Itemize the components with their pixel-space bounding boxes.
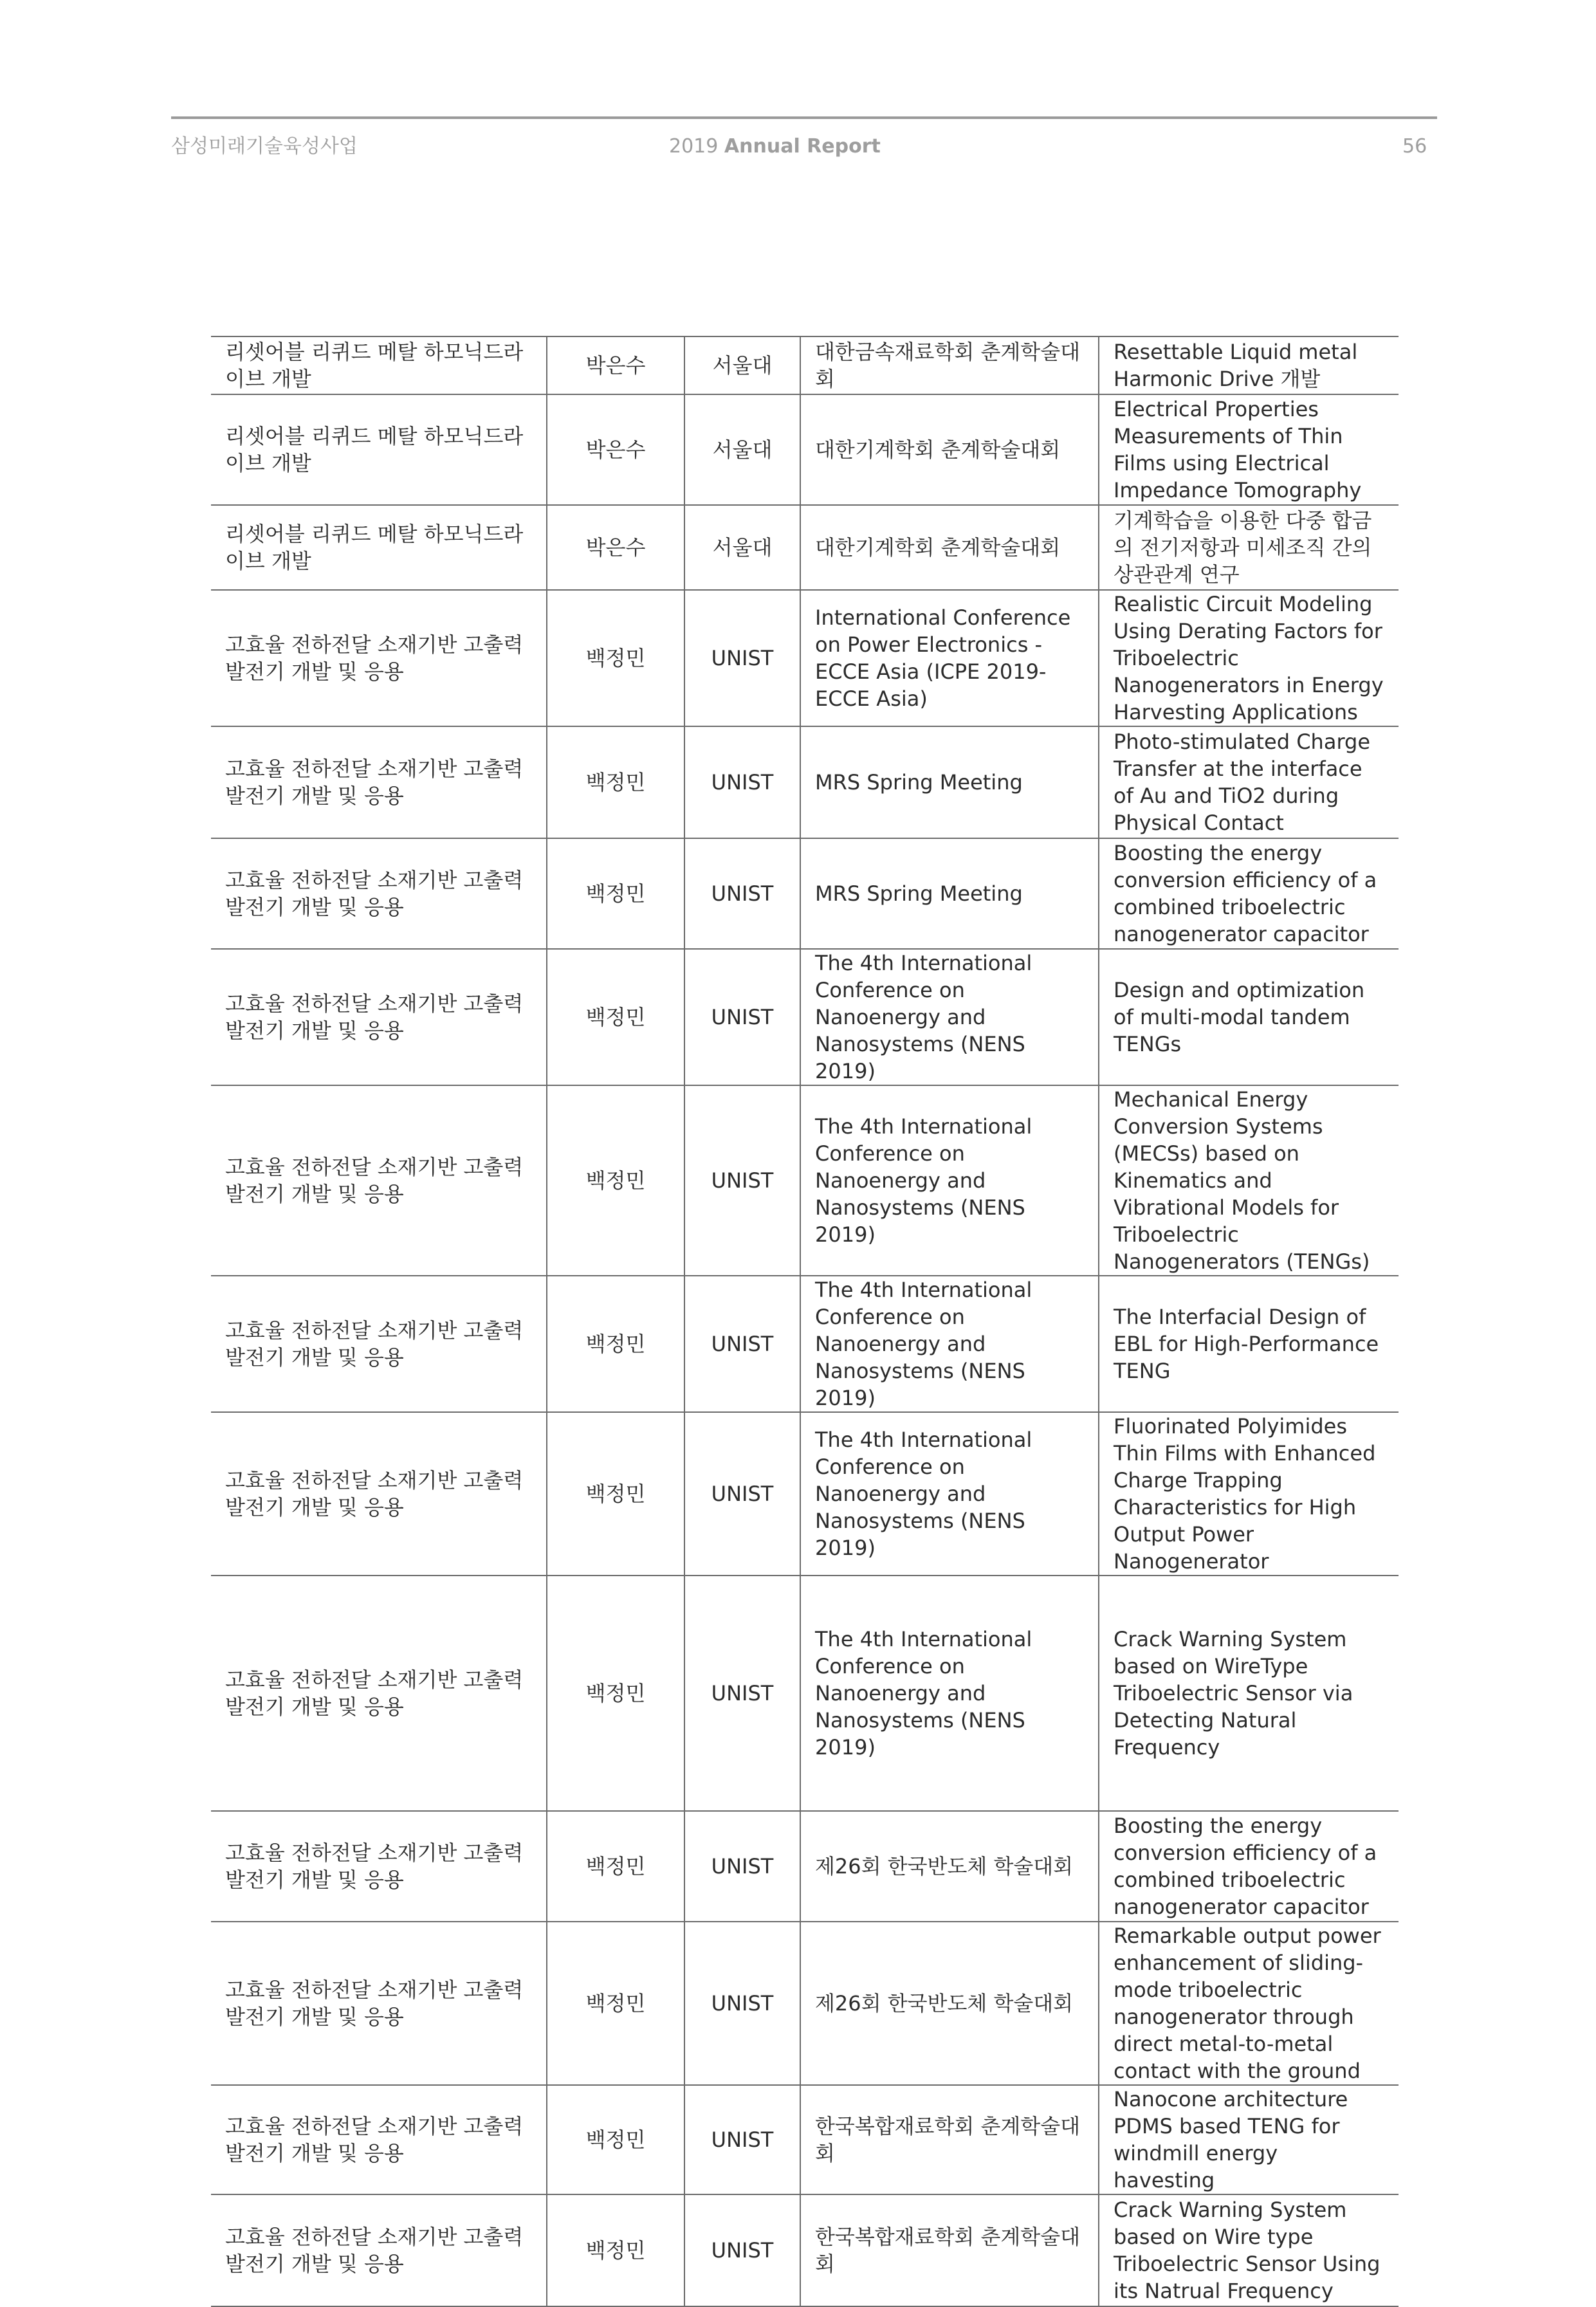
conference-cell: The 4th International Conference on Nanoenergy and Nanosystems (NENS 2019) [800, 1085, 1099, 1276]
researcher-cell: 백정민 [547, 1576, 684, 1811]
project-cell: 고효율 전하전달 소재기반 고출력 발전기 개발 및 응용 [211, 838, 547, 949]
conference-cell: MRS Spring Meeting [800, 838, 1099, 949]
researcher-cell: 백정민 [547, 838, 684, 949]
paper-title-cell: Boosting the energy conversion efficiency of a combined triboelectric nanogenerator capacitor [1099, 1811, 1399, 1922]
report-year: 2019 [669, 135, 719, 158]
paper-title-cell: Photo-stimulated Charge Transfer at the interface of Au and TiO2 during Physical Contact [1099, 726, 1399, 838]
table-row [211, 336, 1399, 394]
program-name: 삼성미래기술육성사업 [171, 135, 358, 158]
researcher-cell: 백정민 [547, 2194, 684, 2306]
conference-cell: The 4th International Conference on Nanoenergy and Nanosystems (NENS 2019) [800, 1412, 1099, 1576]
project-cell: 리셋어블 리퀴드 메탈 하모닉드라이브 개발 [211, 394, 547, 505]
report-title [669, 134, 881, 160]
project-cell: 고효율 전하전달 소재기반 고출력 발전기 개발 및 응용 [211, 1576, 547, 1811]
researcher-cell: 백정민 [547, 1922, 684, 2085]
conference-cell: The 4th International Conference on Nanoenergy and Nanosystems (NENS 2019) [800, 949, 1099, 1085]
table-body [211, 336, 1399, 2306]
conference-cell: 대한기계학회 춘계학술대회 [800, 505, 1099, 590]
table-row [211, 838, 1399, 949]
paper-title-cell: Realistic Circuit Modeling Using Derating Factors for Triboelectric Nanogenerators in Energy Harvesting Applications [1099, 590, 1399, 726]
researcher-cell: 박은수 [547, 336, 684, 394]
table-row [211, 949, 1399, 1085]
institution-cell: UNIST [684, 1922, 800, 2085]
project-cell: 고효율 전하전달 소재기반 고출력 발전기 개발 및 응용 [211, 726, 547, 838]
institution-cell: UNIST [684, 838, 800, 949]
researcher-cell: 백정민 [547, 1085, 684, 1276]
researcher-cell: 박은수 [547, 505, 684, 590]
table-row [211, 1576, 1399, 1811]
institution-cell: UNIST [684, 1412, 800, 1576]
page-number: 56 [1402, 135, 1427, 158]
institution-cell: 서울대 [684, 505, 800, 590]
paper-title-cell: Nanocone architecture PDMS based TENG for windmill energy havesting [1099, 2085, 1399, 2194]
paper-title-cell: 기계학습을 이용한 다중 합금의 전기저항과 미세조직 간의 상관관계 연구 [1099, 505, 1399, 590]
researcher-cell: 백정민 [547, 1412, 684, 1576]
institution-cell: UNIST [684, 949, 800, 1085]
paper-title-cell: Boosting the energy conversion efficiency of a combined triboelectric nanogenerator capacitor [1099, 838, 1399, 949]
table-row [211, 2194, 1399, 2306]
institution-cell: UNIST [684, 1276, 800, 1412]
project-cell: 고효율 전하전달 소재기반 고출력 발전기 개발 및 응용 [211, 1412, 547, 1576]
paper-title-cell: Resettable Liquid metal Harmonic Drive 개발 [1099, 336, 1399, 394]
project-cell: 고효율 전하전달 소재기반 고출력 발전기 개발 및 응용 [211, 1811, 547, 1922]
paper-title-cell: Crack Warning System based on Wire type Triboelectric Sensor Using its Natrual Frequency [1099, 2194, 1399, 2306]
paper-title-cell: Design and optimization of multi-modal tandem TENGs [1099, 949, 1399, 1085]
institution-cell: UNIST [684, 726, 800, 838]
conference-cell: MRS Spring Meeting [800, 726, 1099, 838]
institution-cell: UNIST [684, 590, 800, 726]
paper-title-cell: Remarkable output power enhancement of sliding-mode triboelectric nanogenerator through direct metal-to-metal contact with the ground [1099, 1922, 1399, 2085]
project-cell: 고효율 전하전달 소재기반 고출력 발전기 개발 및 응용 [211, 1276, 547, 1412]
conference-cell: 대한기계학회 춘계학술대회 [800, 394, 1099, 505]
project-cell: 고효율 전하전달 소재기반 고출력 발전기 개발 및 응용 [211, 2194, 547, 2306]
researcher-cell: 박은수 [547, 394, 684, 505]
table-row [211, 1276, 1399, 1412]
table-row [211, 1412, 1399, 1576]
conference-cell: 제26회 한국반도체 학술대회 [800, 1811, 1099, 1922]
institution-cell: UNIST [684, 2085, 800, 2194]
paper-title-cell: The Interfacial Design of EBL for High-Performance TENG [1099, 1276, 1399, 1412]
table-row [211, 2085, 1399, 2194]
table-row [211, 590, 1399, 726]
conference-presentations-table [211, 336, 1399, 2307]
institution-cell: UNIST [684, 2194, 800, 2306]
project-cell: 고효율 전하전달 소재기반 고출력 발전기 개발 및 응용 [211, 1922, 547, 2085]
paper-title-cell: Mechanical Energy Conversion Systems (MECSs) based on Kinematics and Vibrational Models for Triboelectric Nanogenerators (TENGs) [1099, 1085, 1399, 1276]
table-row [211, 394, 1399, 505]
project-cell: 리셋어블 리퀴드 메탈 하모닉드라이브 개발 [211, 336, 547, 394]
researcher-cell: 백정민 [547, 1276, 684, 1412]
conference-cell: International Conference on Power Electronics - ECCE Asia (ICPE 2019-ECCE Asia) [800, 590, 1099, 726]
project-cell: 고효율 전하전달 소재기반 고출력 발전기 개발 및 응용 [211, 949, 547, 1085]
researcher-cell: 백정민 [547, 949, 684, 1085]
project-cell: 고효율 전하전달 소재기반 고출력 발전기 개발 및 응용 [211, 1085, 547, 1276]
researcher-cell: 백정민 [547, 2085, 684, 2194]
researcher-cell: 백정민 [547, 590, 684, 726]
conference-cell: 제26회 한국반도체 학술대회 [800, 1922, 1099, 2085]
conference-cell: 한국복합재료학회 춘계학술대회 [800, 2194, 1099, 2306]
institution-cell: UNIST [684, 1811, 800, 1922]
researcher-cell: 백정민 [547, 1811, 684, 1922]
paper-title-cell: Fluorinated Polyimides Thin Films with Enhanced Charge Trapping Characteristics for High Output Power Nanogenerator [1099, 1412, 1399, 1576]
conference-cell: 한국복합재료학회 춘계학술대회 [800, 2085, 1099, 2194]
table-row [211, 1922, 1399, 2085]
project-cell: 고효율 전하전달 소재기반 고출력 발전기 개발 및 응용 [211, 590, 547, 726]
table-row [211, 1811, 1399, 1922]
paper-title-cell: Crack Warning System based on WireType Triboelectric Sensor via Detecting Natural Frequency [1099, 1576, 1399, 1811]
conference-cell: 대한금속재료학회 춘계학술대회 [800, 336, 1099, 394]
table-row [211, 505, 1399, 590]
institution-cell: 서울대 [684, 394, 800, 505]
project-cell: 리셋어블 리퀴드 메탈 하모닉드라이브 개발 [211, 505, 547, 590]
table-row [211, 726, 1399, 838]
researcher-cell: 백정민 [547, 726, 684, 838]
conference-cell: The 4th International Conference on Nanoenergy and Nanosystems (NENS 2019) [800, 1276, 1099, 1412]
institution-cell: 서울대 [684, 336, 800, 394]
institution-cell: UNIST [684, 1085, 800, 1276]
project-cell: 고효율 전하전달 소재기반 고출력 발전기 개발 및 응용 [211, 2085, 547, 2194]
header-rule [171, 116, 1437, 119]
conference-cell: The 4th International Conference on Nanoenergy and Nanosystems (NENS 2019) [800, 1576, 1099, 1811]
table-row [211, 1085, 1399, 1276]
paper-title-cell: Electrical Properties Measurements of Thin Films using Electrical Impedance Tomography [1099, 394, 1399, 505]
institution-cell: UNIST [684, 1576, 800, 1811]
report-label: Annual Report [724, 135, 881, 158]
